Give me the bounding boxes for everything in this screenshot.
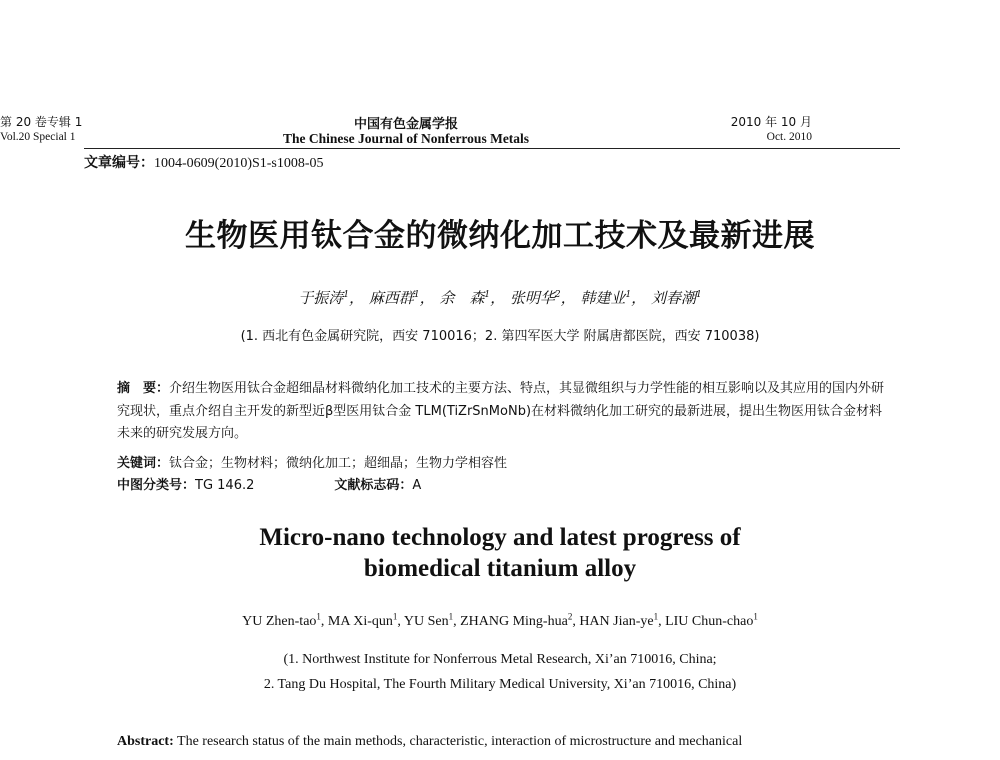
abstract-en-text: The research status of the main methods, characteristic, interaction of microstructure and mechanical <box>177 734 743 749</box>
author-sup: 1 <box>343 290 350 300</box>
date-cn: 2010 年 10 月 <box>730 115 812 129</box>
affiliation-en-1: (1. Northwest Institute for Nonferrous Metal Research, Xi’an 710016, China; <box>283 652 717 667</box>
author-sup: 1 <box>316 611 321 622</box>
author-cn: 刘春潮 <box>650 289 696 307</box>
author-sup: 1 <box>448 611 454 622</box>
keywords-label: 关键词： <box>117 456 170 471</box>
volume-en: Vol.20 Special 1 <box>0 131 76 143</box>
running-header-cn <box>0 113 812 132</box>
journal-name-en: The Chinese Journal of Nonferrous Metals <box>282 131 530 146</box>
affiliation-cn: (1. 西北有色金属研究院，西安 710016；2. 第四军医大学 附属唐都医院，西安 710038) <box>240 329 760 344</box>
author-en: YU Zhen-tao <box>242 614 317 629</box>
running-header-en <box>0 131 812 147</box>
article-number-value: 1004-0609(2010)S1-s1008-05 <box>154 156 324 171</box>
author-en: HAN Jian-ye <box>579 614 654 629</box>
header-rule <box>84 148 900 149</box>
authors-cn: 于振涛$^1$， 麻西群$^1$， 余 森$^1$， 张明华$^2$， 韩建业$^1$， 刘春潮$^1$ <box>298 289 702 307</box>
author-sup: 1 <box>392 611 398 622</box>
author-en: YU Sen <box>403 614 449 629</box>
title-en-line2: biomedical titanium alloy <box>363 555 637 582</box>
abstract-en-label: Abstract: <box>117 734 174 749</box>
class-number-label: 中图分类号： <box>117 478 196 493</box>
author-sup: 1 <box>753 611 758 622</box>
keywords-cn <box>117 452 507 471</box>
author-en: LIU Chun-chao <box>665 614 754 629</box>
author-sup: 1 <box>413 290 420 300</box>
author-cn: 张明华 <box>509 289 555 307</box>
author-sup: 2 <box>554 290 561 300</box>
author-cn: 于振涛 <box>298 289 344 307</box>
abstract-cn <box>117 378 887 446</box>
doc-code-label: 文献标志码： <box>334 478 413 493</box>
doc-code-value: A <box>412 478 422 493</box>
author-cn: 麻西群 <box>368 289 414 307</box>
title-en <box>0 522 1000 584</box>
author-sup: 2 <box>567 611 573 622</box>
journal-name-cn: 中国有色金属学报 <box>353 117 458 132</box>
title-en-line1: Micro-nano technology and latest progress of <box>259 524 741 551</box>
author-sup: 1 <box>653 611 659 622</box>
affiliation-en-2: 2. Tang Du Hospital, The Fourth Military Medical University, Xi’an 710016, China) <box>263 677 737 692</box>
date-en: Oct. 2010 <box>766 131 812 143</box>
abstract-en <box>117 734 887 750</box>
article-number-label: 文章编号： <box>84 155 154 171</box>
title-cn: 生物医用钛合金的微纳化加工技术及最新进展 <box>185 218 815 254</box>
author-cn: 余 森 <box>439 289 485 307</box>
class-number-value: TG 146.2 <box>195 478 255 493</box>
abstract-cn-label: 摘 要： <box>117 381 170 396</box>
author-en: MA Xi-qun <box>327 614 393 629</box>
authors-en: YU Zhen-tao$^1$, MA Xi-qun$^1$, YU Sen$^1$, ZHANG Ming-hua$^2$, HAN Jian-$ye^1$, LIU Chun-chao$^1$ <box>242 611 758 629</box>
author-sup: 1 <box>484 290 491 300</box>
author-sup: 1 <box>625 290 632 300</box>
abstract-cn-text: 介绍生物医用钛合金超细晶材料微纳化加工技术的主要方法、特点，其显微组织与力学性能的相互影响以及其应用的国内外研究现状，重点介绍自主开发的新型近β型医用钛合金 TLM(TiZrSnMoNb)在材料微纳化加工研究的最新进展，提出生物医用钛合金材料未来的研究发展方向。 <box>117 381 885 441</box>
author-cn: 韩建业 <box>580 289 626 307</box>
keywords-value: 钛合金；生物材料；微纳化加工；超细晶；生物力学相容性 <box>169 456 508 471</box>
classification-line <box>117 474 421 493</box>
author-sup: 1 <box>695 290 702 300</box>
author-en: ZHANG Ming-hua <box>460 614 568 629</box>
volume-cn: 第 20 卷专辑 1 <box>0 115 83 129</box>
article-number <box>84 152 324 172</box>
